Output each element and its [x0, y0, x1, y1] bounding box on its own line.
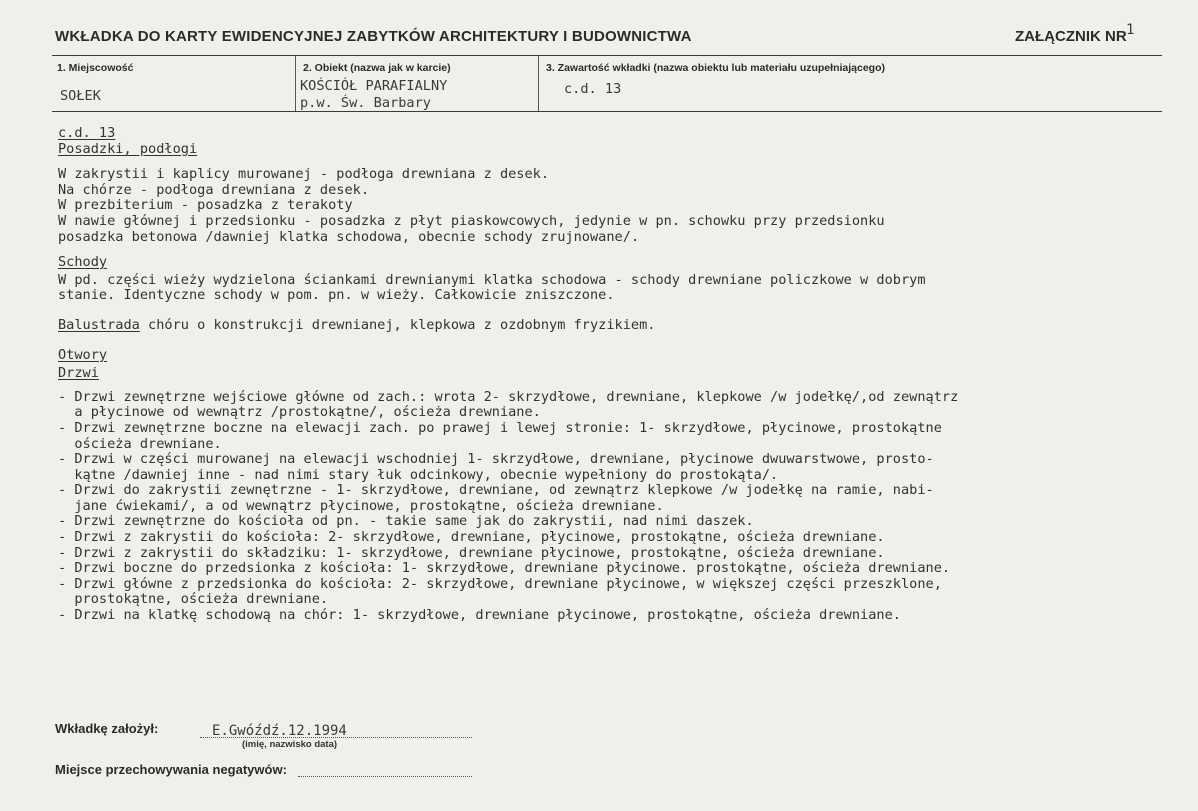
header-rule-top [52, 55, 1162, 56]
doors-line: - Drzwi zewnętrzne wejściowe główne od zach.: wrota 2- skrzydłowe, drewniane, klepkowe /w jodełkę/,od zewnątrz [58, 388, 959, 405]
floors-line: W prezbiterium - posadzka z terakoty [58, 197, 353, 214]
floors-heading: Posadzki, podłogi [58, 140, 198, 157]
object-value-line2: p.w. Św. Barbary [300, 95, 431, 111]
doors-line: - Drzwi w części murowanej na elewacji wschodniej 1- skrzydłowe, drewniane, płycinowe dwuwarstwowe, prosto- [58, 451, 934, 468]
made-by-value: E.Gwóźdź.12.1994 [212, 723, 347, 739]
header-rule-bottom [52, 111, 1162, 112]
floors-line: W zakrystii i kaplicy murowanej - podłoga drewniana z desek. [58, 166, 550, 183]
object-label: 2. Obiekt (nazwa jak w karcie) [303, 62, 451, 74]
doors-line: - Drzwi do zakrystii zewnętrzne - 1- skrzydłowe, drewniane, od zewnątrz klepkowe /w jodełkę na ramie, nabi- [58, 482, 934, 499]
doors-line: a płycinowe od wewnątrz /prostokątne/, ościeża drewniane. [58, 404, 541, 421]
made-by-dotted-line [200, 737, 472, 738]
doors-line: - Drzwi zewnętrzne do kościoła od pn. - takie same jak do zakrystii, nad nimi daszek. [58, 513, 754, 530]
doors-line: prostokątne, ościeża drewniane. [58, 591, 329, 608]
doors-heading: Drzwi [58, 365, 99, 382]
place-value: SOŁEK [60, 88, 101, 104]
doors-line: - Drzwi z zakrystii do kościoła: 2- skrzydłowe, drewniane, płycinowe, prostokątne, ościeża drewniane. [58, 529, 885, 546]
form-title: WKŁADKA DO KARTY EWIDENCYJNEJ ZABYTKÓW ARCHITEKTURY I BUDOWNICTWA [55, 28, 692, 45]
made-by-hint: (imię, nazwisko data) [242, 739, 338, 750]
place-label: 1. Miejscowość [57, 62, 134, 74]
doors-line: - Drzwi boczne do przedsionka z kościoła: 1- skrzydłowe, drewniane płycinowe. prostokątne, ościeża drewniane. [58, 560, 951, 577]
column-divider-2 [538, 56, 539, 112]
openings-heading: Otwory [58, 346, 108, 363]
negatives-label: Miejsce przechowywania negatywów: [55, 762, 287, 777]
content-label: 3. Zawartość wkładki (nazwa obiektu lub materiału uzupełniającego) [546, 62, 885, 74]
stairs-line: W pd. części wieży wydzielona ściankami drewnianymi klatka schodowa - schody drewniane policzkowe w dobrym [58, 271, 926, 288]
doors-line: - Drzwi z zakrystii do składziku: 1- skrzydłowe, drewniane płycinowe, prostokątne, ościeża drewniane. [58, 544, 885, 561]
continuation-marker: c.d. 13 [58, 125, 116, 141]
annex-number: 1 [1126, 22, 1135, 38]
column-divider-1 [295, 56, 296, 112]
floors-line: Na chórze - podłoga drewniana z desek. [58, 181, 369, 198]
negatives-dotted-line [298, 776, 472, 777]
doors-line: - Drzwi zewnętrzne boczne na elewacji zach. po prawej i lewej stronie: 1- skrzydłowe, płycinowe, prostokątne [58, 419, 942, 436]
balustrade-text: chóru o konstrukcji drewnianej, klepkowa z ozdobnym fryzikiem. [139, 316, 656, 333]
balustrade-heading: Balustrada [58, 316, 140, 333]
object-value-line1: KOŚCIÓŁ PARAFIALNY [300, 78, 448, 94]
stairs-heading: Schody [58, 254, 108, 271]
document-body [58, 126, 1168, 624]
balustrade-paragraph [58, 318, 1168, 334]
stairs-line: stanie. Identyczne schody w pom. pn. w wieży. Całkowicie zniszczone. [58, 287, 615, 304]
doors-line: kątne /dawniej inne - nad nimi stary łuk odcinkowy, obecnie wypełniony do prostokąta/. [58, 466, 779, 483]
floors-line: W nawie głównej i przedsionku - posadzka z płyt piaskowcowych, jedynie w pn. schowku przy przedsionku [58, 212, 885, 229]
doors-line: jane ćwiekami/, a od wewnątrz płycinowe, prostokątne, ościeża drewniane. [58, 497, 664, 514]
content-value: c.d. 13 [564, 81, 622, 97]
doors-line: - Drzwi główne z przedsionka do kościoła: 2- skrzydłowe, drewniane płycinowe, w większej części przeszklone, [58, 575, 942, 592]
made-by-label: Wkładkę założył: [55, 721, 159, 736]
annex-label: ZAŁĄCZNIK NR [1015, 28, 1127, 45]
floors-line: posadzka betonowa /dawniej klatka schodowa, obecnie schody zrujnowane/. [58, 228, 640, 245]
doors-line: - Drzwi na klatkę schodową na chór: 1- skrzydłowe, drewniane płycinowe, prostokątne, ościeża drewniane. [58, 607, 901, 624]
doors-line: ościeża drewniane. [58, 435, 222, 452]
